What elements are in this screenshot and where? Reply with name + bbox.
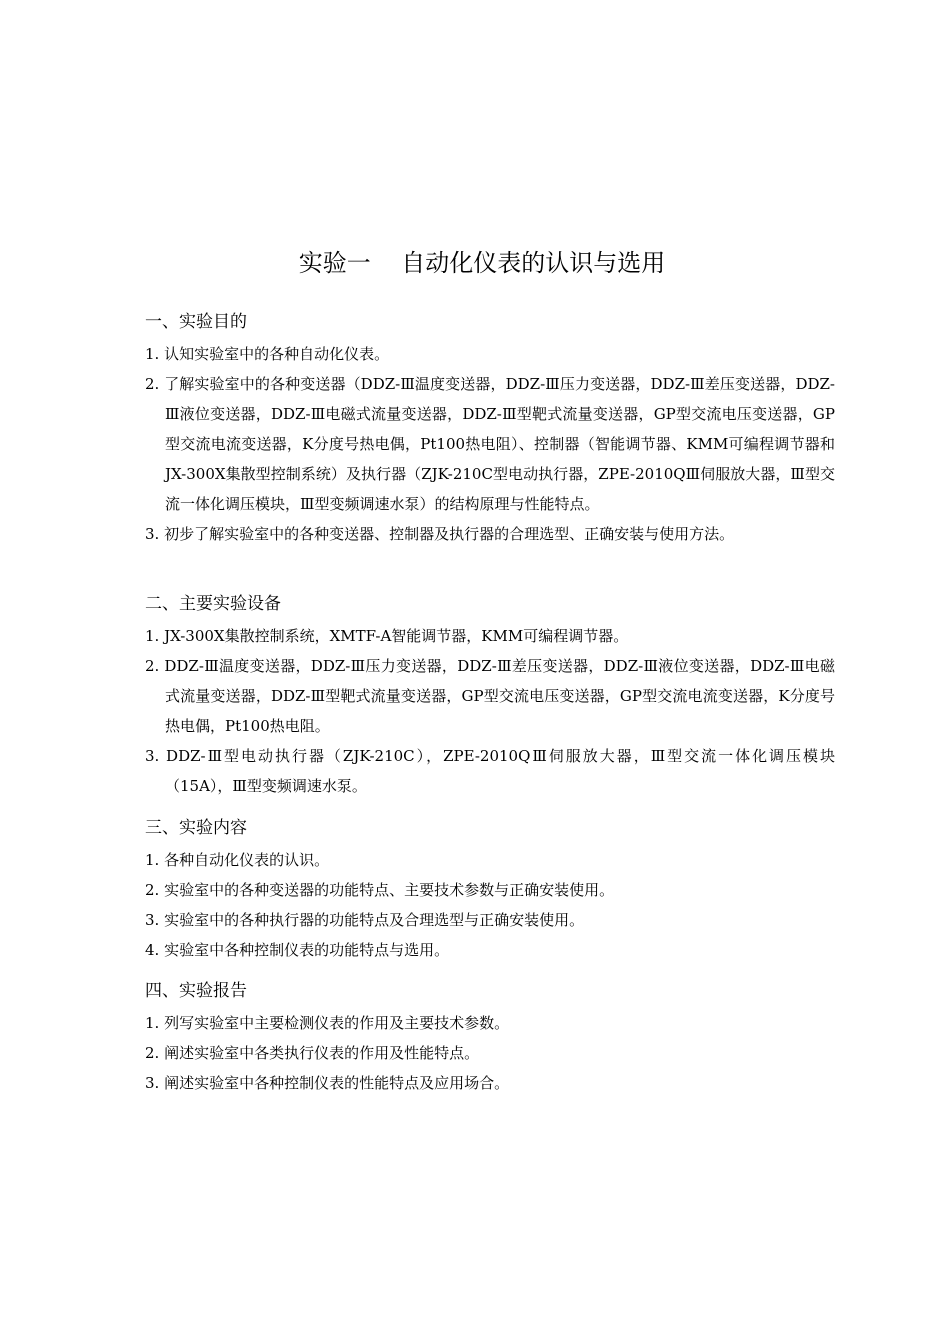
section-heading: 二、主要实验设备 xyxy=(145,594,281,614)
list-item: 1. 列写实验室中主要检测仪表的作用及主要技术参数。 xyxy=(145,1014,510,1032)
list-item: 3. 阐述实验室中各种控制仪表的性能特点及应用场合。 xyxy=(145,1074,510,1092)
list-item: 3. 实验室中的各种执行器的功能特点及合理选型与正确安装使用。 xyxy=(145,911,585,929)
section-heading: 一、实验目的 xyxy=(145,312,247,332)
list-item: 1. JX-300X集散控制系统，XMTF-A智能调节器，KMM可编程调节器。 xyxy=(145,627,629,645)
section-equipment xyxy=(145,591,835,801)
list-item: 2. 阐述实验室中各类执行仪表的作用及性能特点。 xyxy=(145,1044,480,1062)
section-objectives xyxy=(145,309,835,549)
list-item: 2. 了解实验室中的各种变送器（DDZ-Ⅲ温度变送器，DDZ-Ⅲ压力变送器，DDZ-Ⅲ差压变送器，DDZ-Ⅲ液位变送器，DDZ-Ⅲ电磁式流量变送器，DDZ-Ⅲ型靶式流量变送器，GP型交流电压变送器，GP型交流电流变送器，K分度号热电偶，Pt100热电阻）、控制器（智能调节器、KMM可编程调节器和JX-300X集散型控制系统）及执行器（ZJK-210C型电动执行器，ZPE-2010QⅢ伺服放大器，Ⅲ型交流一体化调压模块，Ⅲ型变频调速水泵）的结构原理与性能特点。 xyxy=(145,375,835,513)
list-item: 3. DDZ-Ⅲ型电动执行器（ZJK-210C），ZPE-2010QⅢ伺服放大器，Ⅲ型交流一体化调压模块（15A），Ⅲ型变频调速水泵。 xyxy=(145,747,835,795)
section-report xyxy=(145,978,835,1098)
list-item: 2. 实验室中的各种变送器的功能特点、主要技术参数与正确安装使用。 xyxy=(145,881,615,899)
list-item: 2. DDZ-Ⅲ温度变送器，DDZ-Ⅲ压力变送器，DDZ-Ⅲ差压变送器，DDZ-Ⅲ液位变送器，DDZ-Ⅲ电磁式流量变送器，DDZ-Ⅲ型靶式流量变送器，GP型交流电压变送器，GP型交流电流变送器，K分度号热电偶，Pt100热电阻。 xyxy=(145,657,835,735)
section-heading: 三、实验内容 xyxy=(145,818,247,838)
list-item: 3. 初步了解实验室中的各种变送器、控制器及执行器的合理选型、正确安装与使用方法。 xyxy=(145,525,735,543)
section-content xyxy=(145,815,835,965)
list-item: 1. 认知实验室中的各种自动化仪表。 xyxy=(145,345,390,363)
list-item: 1. 各种自动化仪表的认识。 xyxy=(145,851,330,869)
section-heading: 四、实验报告 xyxy=(145,981,247,1001)
list-item: 4. 实验室中各种控制仪表的功能特点与选用。 xyxy=(145,941,450,959)
page-title: 实验一 自动化仪表的认识与选用 xyxy=(298,249,666,277)
